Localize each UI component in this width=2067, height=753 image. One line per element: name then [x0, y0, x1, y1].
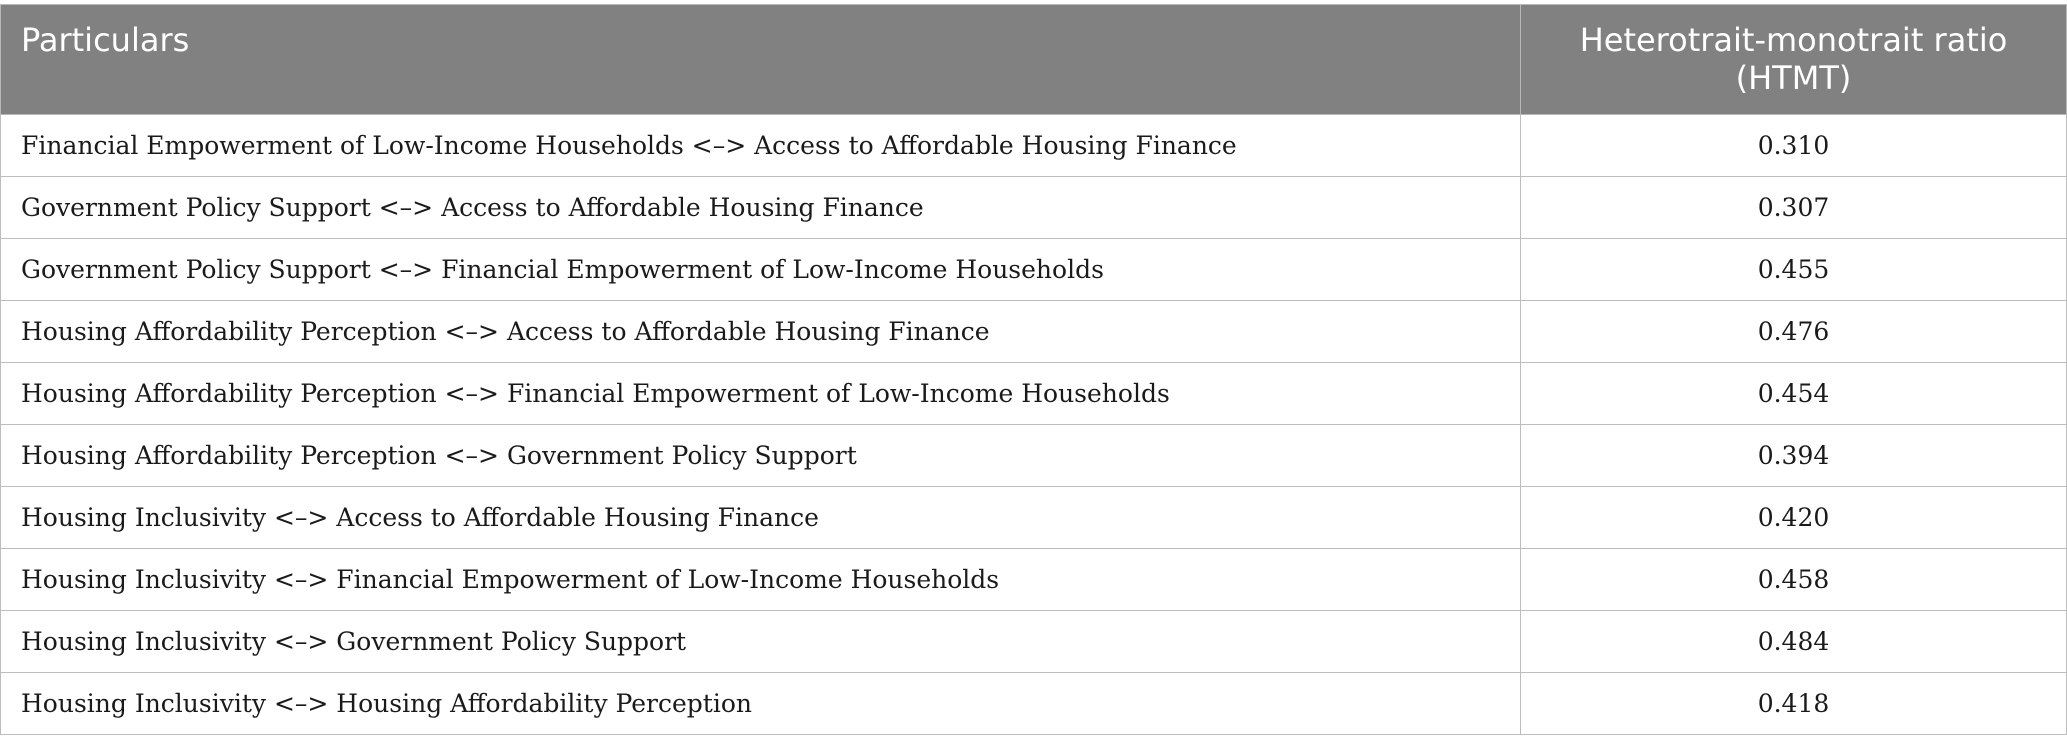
row-value: 0.476: [1521, 301, 2067, 363]
row-pair: Government Policy Support <–> Access to Affordable Housing Finance: [1, 177, 1521, 239]
table-body: [1, 115, 2067, 735]
row-pair: Financial Empowerment of Low-Income Households <–> Access to Affordable Housing Finance: [1, 115, 1521, 177]
row-value: 0.454: [1521, 363, 2067, 425]
row-pair: Housing Inclusivity <–> Financial Empowerment of Low-Income Households: [1, 549, 1521, 611]
row-pair: Housing Inclusivity <–> Housing Affordability Perception: [1, 673, 1521, 735]
row-value: 0.307: [1521, 177, 2067, 239]
row-value: 0.458: [1521, 549, 2067, 611]
table-row: [1, 425, 2067, 487]
row-value: 0.394: [1521, 425, 2067, 487]
row-pair: Housing Affordability Perception <–> Access to Affordable Housing Finance: [1, 301, 1521, 363]
table-row: [1, 673, 2067, 735]
table-row: [1, 177, 2067, 239]
table-row: [1, 611, 2067, 673]
table-row: [1, 239, 2067, 301]
header-htmt: Heterotrait-monotrait ratio (HTMT): [1521, 5, 2067, 115]
table-row: [1, 549, 2067, 611]
row-value: 0.418: [1521, 673, 2067, 735]
header-row: [1, 5, 2067, 115]
table-row: [1, 487, 2067, 549]
row-value: 0.420: [1521, 487, 2067, 549]
header-particulars: Particulars: [1, 5, 1521, 115]
row-pair: Housing Affordability Perception <–> Government Policy Support: [1, 425, 1521, 487]
row-pair: Housing Affordability Perception <–> Financial Empowerment of Low-Income Households: [1, 363, 1521, 425]
table-row: [1, 363, 2067, 425]
row-value: 0.484: [1521, 611, 2067, 673]
row-value: 0.310: [1521, 115, 2067, 177]
htmt-table-container: [0, 4, 2067, 735]
table-header: [1, 5, 2067, 115]
htmt-table: [0, 4, 2067, 735]
row-value: 0.455: [1521, 239, 2067, 301]
table-row: [1, 301, 2067, 363]
table-row: [1, 115, 2067, 177]
row-pair: Housing Inclusivity <–> Government Policy Support: [1, 611, 1521, 673]
row-pair: Housing Inclusivity <–> Access to Affordable Housing Finance: [1, 487, 1521, 549]
row-pair: Government Policy Support <–> Financial Empowerment of Low-Income Households: [1, 239, 1521, 301]
